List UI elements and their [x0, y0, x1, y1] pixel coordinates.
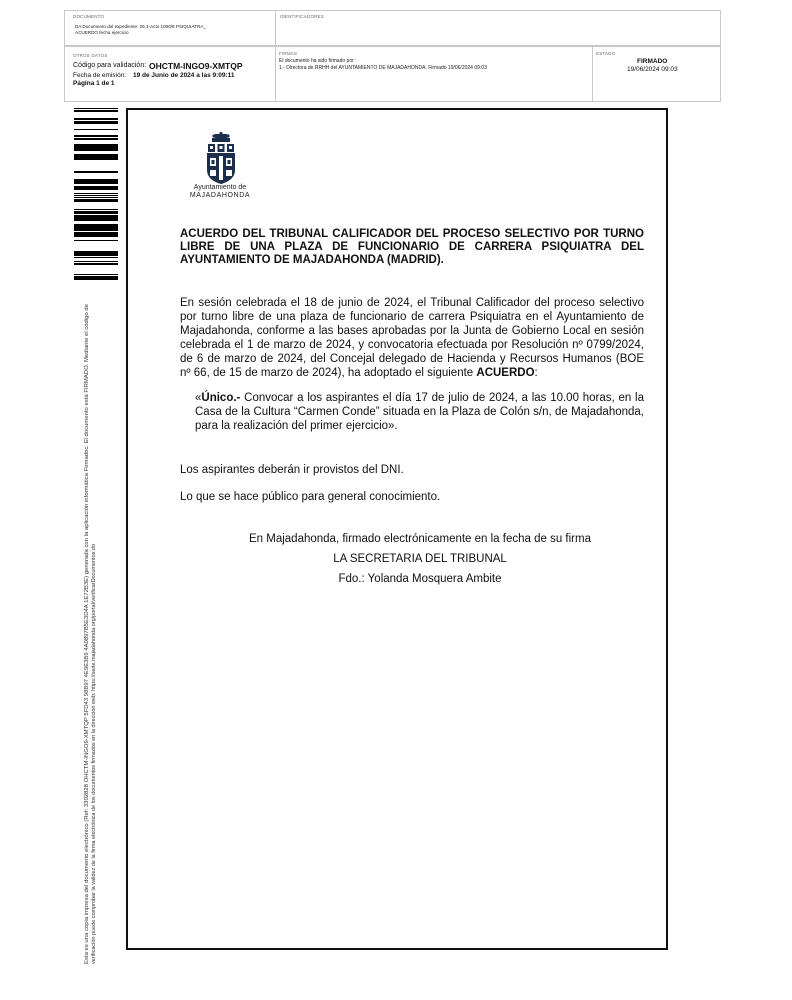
- documento-line2: ACUERDO fecha ejercicio: [75, 30, 129, 35]
- fecha-emision-label: Fecha de emisión:: [73, 72, 127, 79]
- header-identificadores-box: [275, 10, 721, 46]
- body-paragraph-end: :: [534, 367, 538, 379]
- validation-text-line1: Esta es una copia impresa del documento electrónico (Ref: 3302828 OHCTM-INGO9-XMTQP 5FD43 98B97 4E9E3B9 4A0897B5E3D4A 1E72B3E) generada con la aplicación informática Firmadoc. El documento está FIRMADO. Mediante el código de: [84, 386, 90, 964]
- signature-place-date: En Majadahonda, firmado electrónicamente en la fecha de su firma: [248, 533, 591, 545]
- unico-label: Único.-: [201, 392, 241, 404]
- signature-name: Fdo.: Yolanda Mosquera Ambite: [338, 573, 502, 585]
- logo-name: [186, 184, 254, 200]
- signature-role: LA SECRETARIA DEL TRIBUNAL: [333, 553, 507, 565]
- quote-text: Convocar a los aspirantes el día 17 de julio de 2024, a las 10.00 horas, en la Casa de la Cultura “Carmen Conde” situada en la Plaza de Colón s/n, de Majadahonda, para la realización del primer ejercicio».: [195, 392, 644, 432]
- firmas-label: FIRMAS: [279, 51, 298, 56]
- logo-name-line1: Ayuntamiento de: [193, 184, 247, 191]
- barcode-image: [74, 108, 118, 280]
- logo-name-line2: MAJADAHONDA: [189, 192, 251, 199]
- dni-requirement: Los aspirantes deberán ir provistos del DNI.: [180, 464, 404, 476]
- header-otros-datos-box: [64, 46, 276, 102]
- acuerdo-quote: [195, 391, 644, 433]
- public-notice: Lo que se hace público para general conocimiento.: [180, 491, 441, 503]
- fecha-emision-value: 19 de Junio de 2024 a las 9:09:11: [133, 72, 235, 79]
- estado-label: ESTADO: [596, 51, 616, 56]
- pagina-indicator: Página 1 de 1: [73, 80, 115, 87]
- firmas-line1: El documento ha sido firmado por :: [279, 58, 357, 64]
- header-estado-box: [592, 46, 721, 102]
- quote-open: «: [195, 392, 202, 404]
- codigo-validacion-value: OHCTM-INGO9-XMTQP: [149, 61, 243, 71]
- validation-text-line2: verificación puede comprobar la validez de la firma electrónica de los documentos firmados en la dirección web: https://sede.majadahonda.org/portal/verificarDocumentos.do: [91, 566, 97, 964]
- documento-line1: DA Documento del expediente: 26.1-Acto 1000/8 PSIQUIATRA_: [75, 24, 206, 29]
- estado-value: FIRMADO: [637, 58, 668, 65]
- acuerdo-label: ACUERDO: [476, 367, 535, 379]
- estado-date: 19/06/2024 09:03: [627, 66, 678, 73]
- codigo-validacion-label: Código para validación:: [73, 62, 147, 69]
- header-firmas-box: [275, 46, 593, 102]
- firmas-line2: 1.- Directora de RRHH del AYUNTAMIENTO DE MAJADAHONDA. Firmado 19/06/2024 09:03: [279, 65, 487, 71]
- otros-datos-label: OTROS DATOS: [73, 53, 108, 58]
- document-title: ACUERDO DEL TRIBUNAL CALIFICADOR DEL PROCESO SELECTIVO POR TURNO LIBRE DE UNA PLAZA DE FUNCIONARIO DE CARRERA PSIQUIATRA DEL AYUNTAMIENTO DE MAJADAHONDA (MADRID).: [180, 228, 644, 266]
- identificadores-label: IDENTIFICADORES: [280, 14, 325, 19]
- vertical-validation-text: [82, 300, 104, 965]
- body-paragraph-text: En sesión celebrada el 18 de junio de 2024, el Tribunal Calificador del proceso selectivo por turno libre de una plaza de funcionario de carrera Psiquiatra en el Ayuntamiento de Majadahonda, conforme a las bases aprobadas por la Junta de Gobierno Local en sesión celebrada el 1 de marzo de 2024, y convocatoria efectuada por Resolución nº 0799/2024, de 6 de marzo de 2024, del Concejal delegado de Hacienda y Recursos Humanos (BOE nº 66, de 15 de marzo de 2024), ha adoptado el siguiente: [180, 297, 644, 379]
- header-documento-box: [64, 10, 276, 46]
- documento-label: DOCUMENTO: [73, 14, 105, 19]
- body-paragraph: [180, 296, 644, 380]
